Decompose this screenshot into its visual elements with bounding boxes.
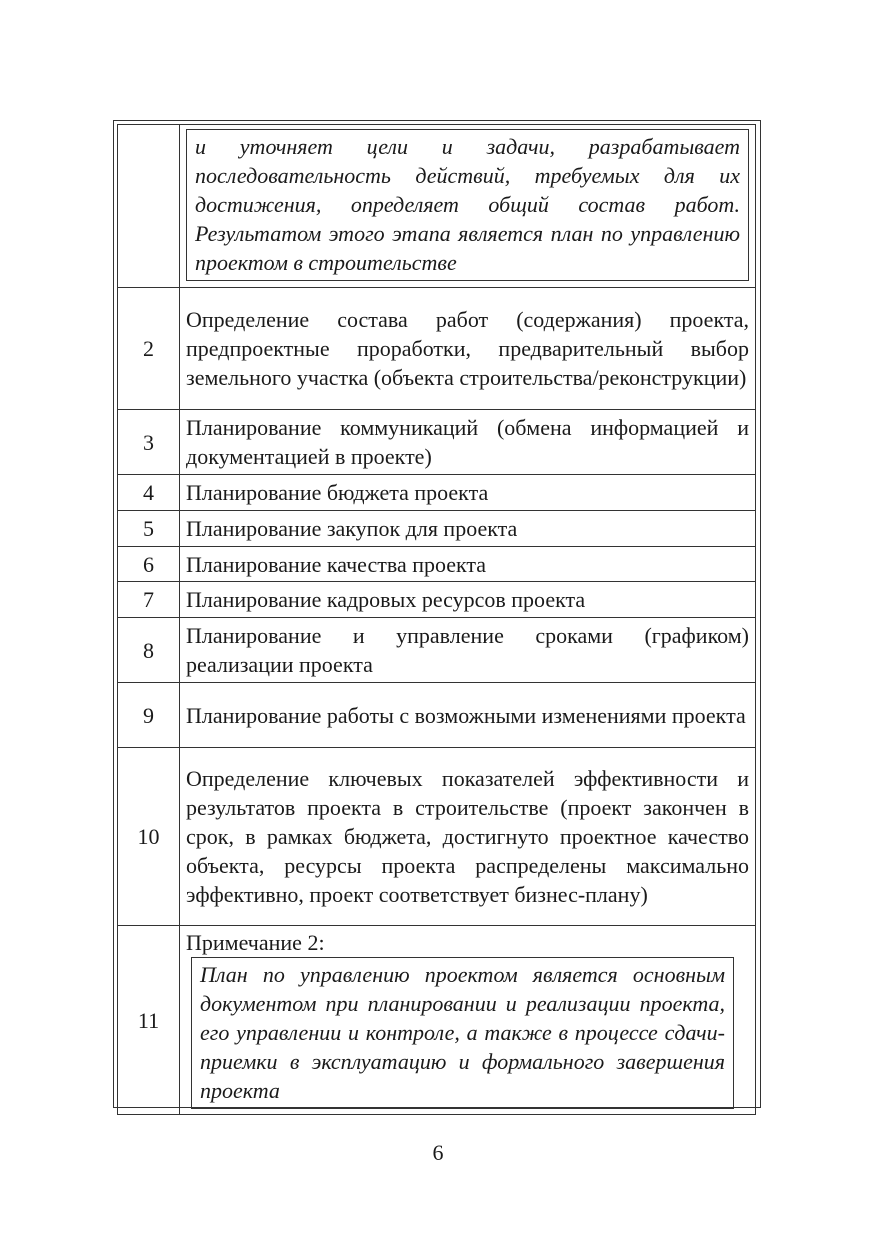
row-number: 7: [118, 582, 180, 618]
table-row: [118, 547, 756, 582]
table-row: [118, 748, 756, 926]
row-text-cell: [180, 926, 756, 1115]
row-number: 11: [118, 926, 180, 1115]
table-row: [118, 683, 756, 748]
row-text: Планирование коммуникаций (обмена информацией и документацией в проекте): [180, 410, 756, 475]
row-number: 5: [118, 511, 180, 547]
row-number: 8: [118, 618, 180, 683]
table-row: [118, 582, 756, 618]
table-row: [118, 475, 756, 511]
row-text-cell: [180, 125, 756, 288]
row-text: Определение состава работ (содержания) проекта, предпроектные проработки, предварительный выбор земельного участка (объекта строительства/реконструкции): [180, 288, 756, 410]
row-number-cell: [118, 125, 180, 288]
row-number: 6: [118, 547, 180, 582]
table-row: [118, 125, 756, 288]
row-number: 4: [118, 475, 180, 511]
continuation-italic-box: и уточняет цели и задачи, разрабатывает последовательность действий, требуемых для их достижения, определяет общий состав работ. Результатом этого этапа является план по управлению проектом в строительстве: [186, 129, 749, 281]
table-row: [118, 410, 756, 475]
row-number: 9: [118, 683, 180, 748]
row-text: Планирование работы с возможными изменениями проекта: [180, 683, 756, 748]
row-text: Планирование бюджета проекта: [180, 475, 756, 511]
page-number: 6: [432, 1140, 444, 1165]
row-text: Определение ключевых показателей эффективности и результатов проекта в строительстве (проект закончен в срок, в рамках бюджета, достигнуто проектное качество объекта, ресурсы проекта распределены максимально эффективно, проект соответствует бизнес-плану): [180, 748, 756, 926]
table-row: [118, 618, 756, 683]
project-plan-table: [117, 124, 756, 1115]
row-number: 3: [118, 410, 180, 475]
row-text: Планирование закупок для проекта: [180, 511, 756, 547]
table-row: [118, 288, 756, 410]
row-text: Планирование качества проекта: [180, 547, 756, 582]
row-number: 10: [118, 748, 180, 926]
note-italic-box: План по управлению проектом является основным документом при планировании и реализации проекта, его управлении и контроле, а также в процессе сдачи-приемки в эксплуатацию и формального завершения проекта: [191, 957, 734, 1109]
row-number: 2: [118, 288, 180, 410]
table-row: [118, 926, 756, 1115]
row-text: Планирование и управление сроками (графиком) реализации проекта: [180, 618, 756, 683]
note-label: Примечание 2:: [186, 930, 325, 955]
table-row: [118, 511, 756, 547]
row-text: Планирование кадровых ресурсов проекта: [180, 582, 756, 618]
